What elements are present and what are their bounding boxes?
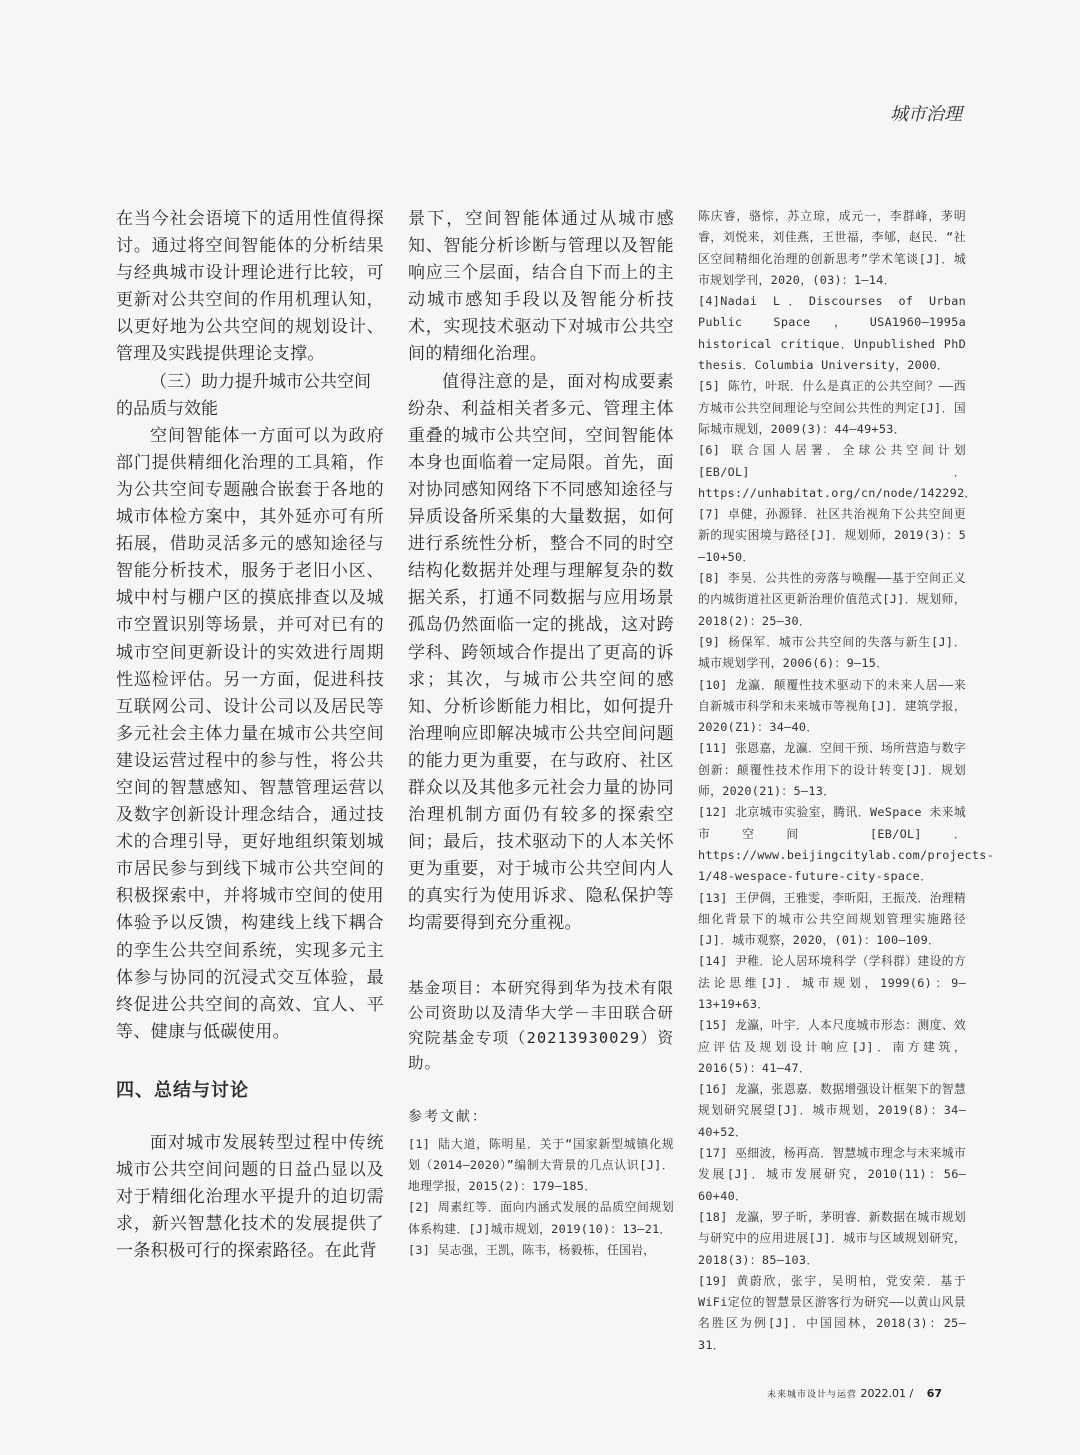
paragraph: 空间智能体一方面可以为政府部门提供精细化治理的工具箱，作为公共空间专题融合嵌套于各地的城市体检方案中，其外延亦可有所拓展，借助灵活多元的感知途径与智能分析技术，服务于老旧小区、城中村与棚户区的摸底排查以及城市空置识别等场景，并可对已有的城市空间更新设计的实效进行周期性巡检评估。另一方面，促进科技互联网公司、设计公司以及居民等多元社会主体力量在城市公共空间建设运营过程中的参与性，将公共空间的智慧感知、智慧管理运营以及数字创新设计理念结合，通过技术的合理引导，更好地组织策划城市居民参与到线下城市公共空间的积极探索中，并将城市空间的使用体验予以反馈，构建线上线下耦合的孪生公共空间系统，实现多元主体参与协同的沉浸式交互体验，最终促进公共空间的高效、宜人、平等、健康与低碳使用。 — [116, 425, 384, 1042]
reference-item: [19] 黄蔚欣，张宇，吴明柏，党安荣．基于WiFi定位的智慧景区游客行为研究——以黄山风景名胜区为例[J]．中国园林，2018(3)：25—31． — [698, 1273, 966, 1352]
references-title: 参考文献： — [408, 1108, 488, 1125]
paragraph: 景下，空间智能体通过从城市感知、智能分析诊断与管理以及智能响应三个层面，结合自下而上的主动城市感知手段以及智能分析技术，实现技术驱动下对城市公共空间的精细化治理。 — [408, 209, 674, 365]
reference-item: [10] 龙瀛．颠覆性技术驱动下的未来人居——来自新城市科学和未来城市等视角[J]．建筑学报，2020(Z1)：34—40． — [698, 677, 966, 735]
column-3 — [698, 206, 995, 1356]
page-number: 67 — [926, 1387, 942, 1400]
paragraph: 面对城市发展转型过程中传统城市公共空间问题的日益凸显以及对于精细化治理水平提升的迫切需求，新兴智慧化技术的发展提供了一条积极可行的探索路径。在此背 — [116, 1132, 384, 1262]
reference-item: [15] 龙瀛，叶宇．人本尺度城市形态：测度、效应评估及规划设计响应[J]．南方建筑，2016(5)：41—47． — [698, 1018, 966, 1075]
journal-name: 未来城市设计与运营 — [766, 1390, 857, 1400]
reference-item: [12] 北京城市实验室，腾讯．WeSpace 未来城市空间 [EB/OL]．https://www.beijingcitylab.com/projects-1/48-wespace-future-city-space． — [698, 805, 995, 884]
reference-item: 陈庆睿，骆悰，苏立琼，成元一，李群峰，茅明睿，刘悦来，刘佳燕，王世福，李郇，赵民．“社区空间精细化治理的创新思考”学术笔谈[J]．城市规划学刊，2020，(03)：1—14． — [698, 209, 966, 287]
reference-item: [16] 龙瀛，张恩嘉．数据增强设计框架下的智慧规划研究展望[J]．城市规划，2019(8)：34—40+52． — [698, 1082, 966, 1139]
reference-item: [5] 陈竹，叶珉．什么是真正的公共空间？——西方城市公共空间理论与空间公共性的判定[J]．国际城市规划，2009(3)：44—49+53． — [698, 379, 966, 436]
reference-item: [14] 尹稚．论人居环境科学（学科群）建设的方法论思维[J]．城市规划，1999(6)：9—13+19+63． — [698, 954, 966, 1011]
reference-item: [9] 杨保军．城市公共空间的失落与新生[J]．城市规划学刊，2006(6)：9—15． — [698, 634, 966, 671]
reference-item: [8] 李昊．公共性的旁落与唤醒——基于空间正义的内城街道社区更新治理价值范式[J]．规划师，2018(2)：25—30． — [698, 571, 966, 628]
column-1 — [116, 206, 384, 1265]
section-title: 城市治理 — [890, 104, 962, 125]
column-2 — [408, 206, 674, 1261]
reference-item: [6] 联合国人居署．全球公共空间计划[EB/OL]．https://unhabitat.org/cn/node/142292． — [698, 443, 977, 500]
page-footer — [767, 1387, 942, 1400]
reference-item: [13] 王伊倜，王雅雯，李昕阳，王振茂．治理精细化背景下的城市公共空间规划管理实施路径[J]．城市观察，2020，(01)：100—109． — [698, 890, 966, 948]
reference-item: [7] 卓健，孙源铎．社区共治视角下公共空间更新的现实困境与路径[J]．规划师，2019(3)：5—10+50． — [698, 507, 966, 564]
reference-item: [1] 陆大道，陈明星．关于“国家新型城镇化规划（2014—2020）”编制大背景的几点认识[J]．地理学报，2015(2)：179—185． — [408, 1136, 674, 1194]
funding-note: 基金项目：本研究得到华为技术有限公司资助以及清华大学－丰田联合研究院基金专项（20213930029）资助。 — [408, 978, 674, 1072]
reference-item: [3] 吴志强，王凯，陈韦，杨毅栋，任国岩， — [408, 1243, 656, 1258]
subheading: （三）助力提升城市公共空间的品质与效能 — [116, 371, 371, 419]
reference-item: [17] 巫细波，杨再高．智慧城市理念与未来城市发展[J]．城市发展研究，2010(11)：56—60+40． — [698, 1146, 966, 1203]
reference-item: [4]Nadai L．Discourses of Urban Public Space，USA1960—1995a historical critique．Unpublished PhD thesis．Columbia University，2000． — [698, 294, 966, 373]
reference-item: [2] 周素红等．面向内涵式发展的品质空间规划体系构建．[J]城市规划，2019(10)：13—21． — [408, 1200, 674, 1236]
paragraph: 在当今社会语境下的适用性值得探讨。通过将空间智能体的分析结果与经典城市设计理论进行比较，可更新对公共空间的作用机理认知，以更好地为公共空间的规划设计、管理及实践提供理论支撑。 — [116, 209, 384, 365]
reference-item: [18] 龙瀛，罗子昕，茅明睿．新数据在城市规划与研究中的应用进展[J]．城市与区域规划研究，2018(3)：85—103． — [698, 1209, 966, 1267]
section-heading: 四、总结与讨论 — [116, 1079, 249, 1101]
reference-item: [11] 张恩嘉，龙瀛．空间干预、场所营造与数字创新：颠覆性技术作用下的设计转变[J]．规划师，2020(21)：5—13． — [698, 741, 966, 799]
paragraph: 值得注意的是，面对构成要素纷杂、利益相关者多元、管理主体重叠的城市公共空间，空间智能体本身也面临着一定局限。首先，面对协同感知网络下不同感知途径与异质设备所采集的大量数据，如何进行系统性分析，整合不同的时空结构化数据并处理与理解复杂的数据关系，打通不同数据与应用场景孤岛仍然面临一定的挑战，这对跨学科、跨领域合作提出了更高的诉求；其次，与城市公共空间的感知、分析诊断能力相比，如何提升治理响应即解决城市公共空间问题的能力更为重要，在与政府、社区群众以及其他多元社会力量的协同治理机制方面仍有较多的探索空间；最后，技术驱动下的人本关怀更为重要，对于城市公共空间内人的真实行为使用诉求、隐私保护等均需要得到充分重视。 — [408, 371, 674, 934]
issue-number: 2022.01 / — [860, 1387, 914, 1400]
